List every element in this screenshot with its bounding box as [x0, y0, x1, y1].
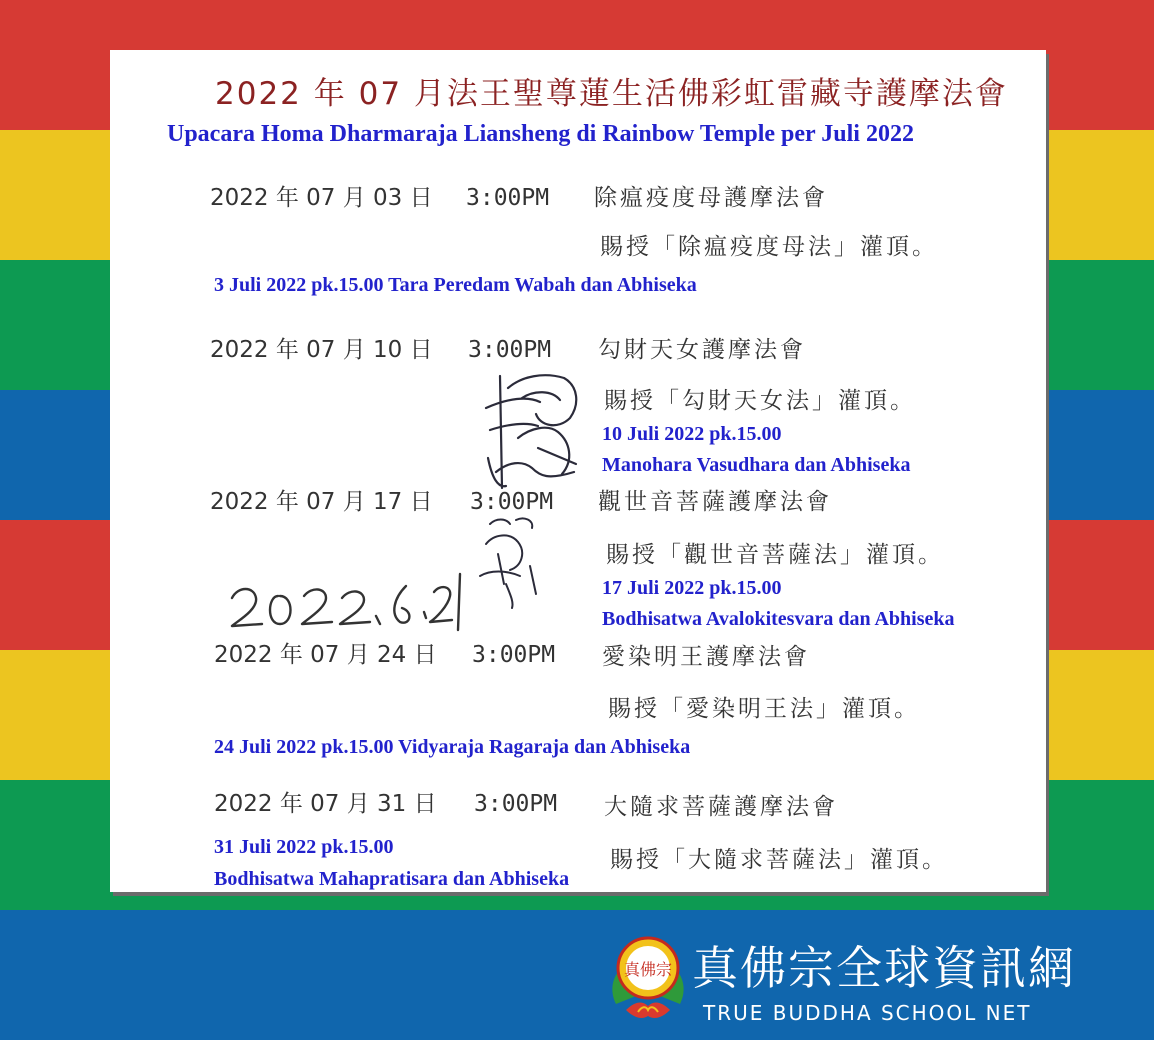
entry-time: 3:00PM — [474, 791, 558, 817]
entry-empowerment: 賜授「除瘟疫度母法」灌頂。 — [600, 234, 938, 260]
entry-date: 2022 年 07 月 03 日 — [210, 185, 433, 211]
entry-empowerment: 賜授「勾財天女法」灌頂。 — [604, 388, 916, 414]
entry-time: 3:00PM — [472, 642, 556, 668]
entry-translation: 10 Juli 2022 pk.15.00 — [602, 423, 782, 445]
entry-empowerment: 賜授「愛染明王法」灌頂。 — [608, 696, 920, 722]
entry-time: 3:00PM — [470, 489, 554, 515]
seal-text: 真佛宗 — [623, 960, 673, 979]
handwritten-signature-upper — [478, 368, 588, 496]
entry-empowerment: 賜授「觀世音菩薩法」灌頂。 — [606, 542, 944, 568]
entry-translation: 24 Juli 2022 pk.15.00 Vidyaraja Ragaraja dan Abhiseka — [214, 736, 691, 758]
entry-ceremony: 除瘟疫度母護摩法會 — [594, 185, 828, 211]
entry-time: 3:00PM — [466, 185, 550, 211]
document-title-chinese: 2022 年 07 月法王聖尊蓮生活佛彩虹雷藏寺護摩法會 — [215, 76, 1008, 112]
entry-ceremony: 觀世音菩薩護摩法會 — [598, 489, 832, 515]
entry-translation: Bodhisatwa Mahapratisara dan Abhiseka — [214, 868, 570, 890]
entry-date: 2022 年 07 月 31 日 — [214, 791, 437, 817]
entry-ceremony: 勾財天女護摩法會 — [598, 337, 806, 363]
entry-translation: Bodhisatwa Avalokitesvara dan Abhiseka — [602, 608, 955, 630]
site-logo-text-chinese: 真佛宗全球資訊網 — [692, 941, 1076, 995]
entry-ceremony: 大隨求菩薩護摩法會 — [604, 794, 838, 820]
document-title-indonesian: Upacara Homa Dharmaraja Liansheng di Rainbow Temple per Juli 2022 — [167, 121, 914, 147]
entry-translation: 31 Juli 2022 pk.15.00 — [214, 836, 394, 858]
entry-translation: 17 Juli 2022 pk.15.00 — [602, 577, 782, 599]
handwritten-signature-lower — [476, 514, 546, 610]
entry-time: 3:00PM — [468, 337, 552, 363]
entry-date: 2022 年 07 月 10 日 — [210, 337, 433, 363]
entry-translation: Manohara Vasudhara dan Abhiseka — [602, 454, 911, 476]
handwritten-date — [224, 566, 474, 636]
entry-translation: 3 Juli 2022 pk.15.00 Tara Peredam Wabah dan Abhiseka — [214, 274, 697, 296]
true-buddha-school-seal-icon — [608, 932, 688, 1024]
entry-date: 2022 年 07 月 24 日 — [214, 642, 437, 668]
site-logo-text-english: TRUE BUDDHA SCHOOL NET — [703, 1001, 1032, 1025]
entry-date: 2022 年 07 月 17 日 — [210, 489, 433, 515]
entry-ceremony: 愛染明王護摩法會 — [602, 644, 810, 670]
entry-empowerment: 賜授「大隨求菩薩法」灌頂。 — [610, 847, 948, 873]
